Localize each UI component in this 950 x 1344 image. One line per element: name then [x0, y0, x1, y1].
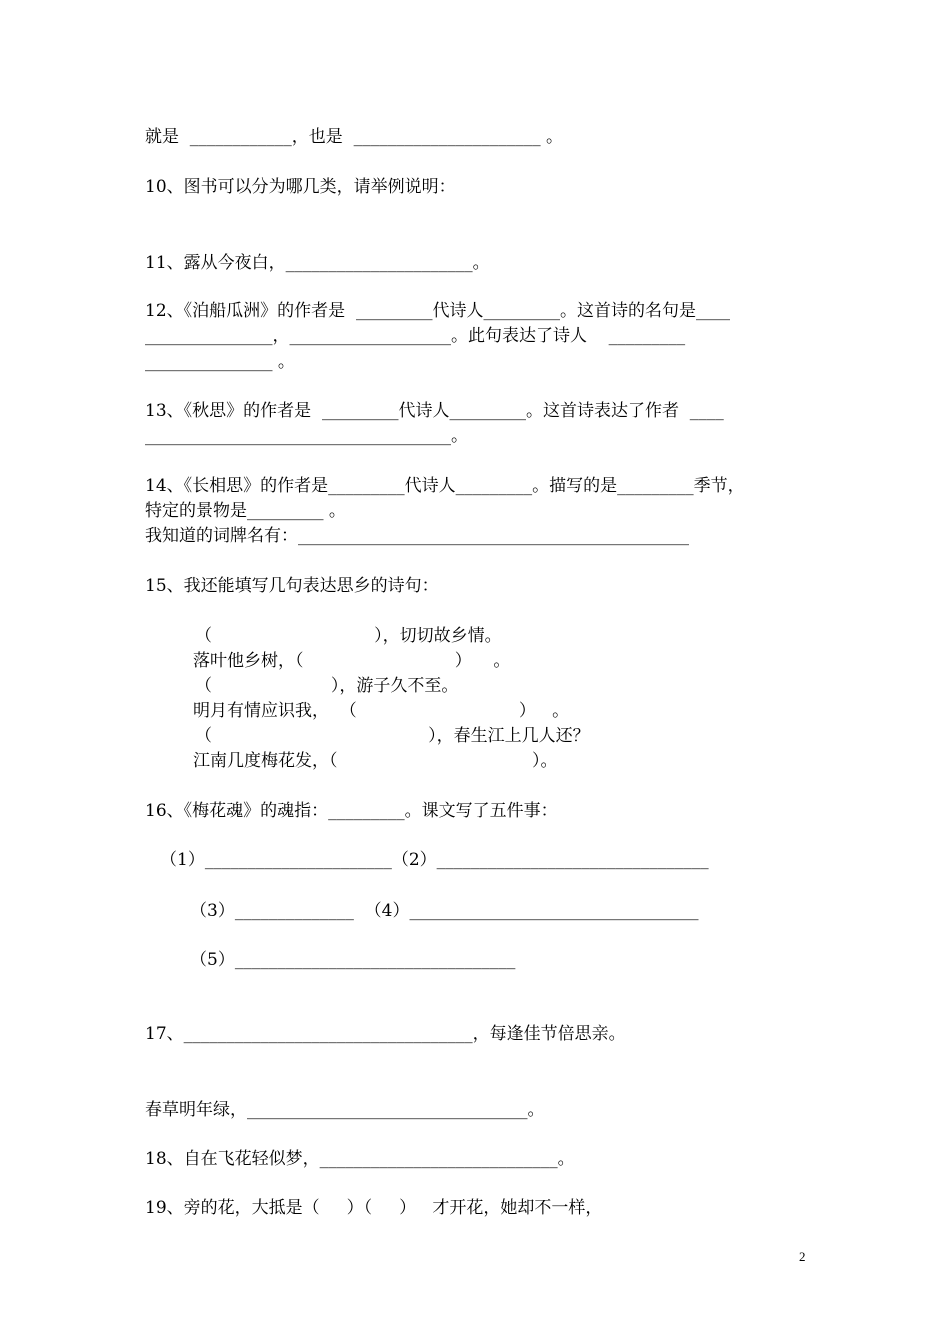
question-18: 18、自在飞花轻似梦，____________________________。 — [145, 1149, 575, 1169]
text-line: 就是 ____________，也是 ______________________ 。 — [145, 127, 564, 147]
question-13-line-2: ____________________________________。 — [145, 426, 468, 446]
poem-line-2: 落叶他乡树，（ ） 。 — [193, 651, 511, 671]
question-14: 14、《长相思》的作者是_________代诗人_________。描写的是_________季节， — [145, 476, 745, 496]
question-12-line-3: _______________ 。 — [145, 352, 295, 372]
question-17-line-2: 春草明年绿，_________________________________。 — [145, 1100, 545, 1120]
question-10: 10、图书可以分为哪几类，请举例说明： — [145, 177, 456, 197]
question-15: 15、我还能填写几句表达思乡的诗句： — [145, 576, 439, 596]
poem-line-5: （ ），春生江上几人还？ — [195, 726, 590, 746]
question-13: 13、《秋思》的作者是 _________代诗人_________。这首诗表达了作者 ____ — [145, 401, 724, 421]
question-12-line-2: _______________，___________________。此句表达了诗人 _________ — [145, 326, 686, 346]
question-16: 16、《梅花魂》的魂指：_________。课文写了五件事： — [145, 801, 558, 821]
question-19: 19、旁的花，大抵是（ ）（ ） 才开花，她却不一样， — [145, 1198, 603, 1218]
question-14-line-2: 特定的景物是_________ 。 — [145, 501, 346, 521]
poem-line-1: （ ），切切故乡情。 — [195, 626, 502, 646]
event-5: （5）_________________________________ — [190, 950, 516, 970]
question-17: 17、__________________________________，每逢佳节倍思亲。 — [145, 1024, 626, 1044]
question-12: 12、《泊船瓜洲》的作者是 _________代诗人_________。这首诗的名句是____ — [145, 301, 730, 321]
question-14-line-3: 我知道的词牌名有：______________________________________________ — [145, 526, 689, 546]
poem-line-3: （ ），游子久不至。 — [195, 676, 459, 696]
page-number: 2 — [799, 1249, 806, 1264]
event-3-4: （3）______________ （4）__________________________________ — [190, 901, 699, 921]
poem-line-4: 明月有情应识我， （ ） 。 — [193, 701, 570, 721]
poem-line-6: 江南几度梅花发，（ ）。 — [193, 751, 558, 771]
question-11: 11、露从今夜白，______________________。 — [145, 253, 490, 273]
event-1-2: （1）______________________（2）________________________________ — [160, 850, 709, 870]
